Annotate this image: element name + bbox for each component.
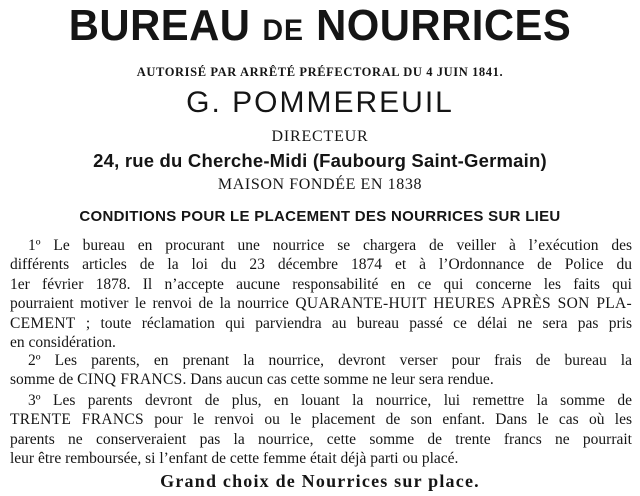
paragraph-line bbox=[10, 294, 632, 313]
line-segment: somme de bbox=[10, 371, 74, 389]
condition-paragraph-2 bbox=[10, 351, 632, 390]
emphasis-text: CINQ FRANCS bbox=[77, 371, 183, 389]
director-title: DIRECTEUR bbox=[271, 128, 369, 145]
address-line: 24, rue du Cherche-Midi (Faubourg Saint-Germain) bbox=[93, 150, 547, 171]
paragraph-line: différents articles de la loi du 23 décembre 1874 et à l’Ordonnance de Police du bbox=[10, 256, 632, 274]
paragraph-line: 3º Les parents devront de plus, en louant la nourrice, lui remettre la somme de bbox=[28, 392, 632, 409]
founded-line: MAISON FONDÉE EN 1838 bbox=[217, 176, 423, 193]
condition-paragraph-3 bbox=[10, 391, 632, 469]
paragraph-line bbox=[10, 314, 632, 333]
conditions-heading: CONDITIONS POUR LE PLACEMENT DES NOURRICES SUR LIEU bbox=[79, 208, 561, 225]
paragraph-line: en considération. bbox=[10, 333, 116, 351]
director-name: G. POMMEREUIL bbox=[186, 86, 454, 119]
line-segment: ; toute réclamation qui parviendra au bureau passé ce délai ne sera pas pris bbox=[85, 314, 633, 332]
paragraph-line: 1º Le bureau en procurant une nourrice se chargera de veiller à l’exécution des bbox=[28, 237, 632, 254]
condition-paragraph-1 bbox=[10, 236, 632, 352]
paragraph-line bbox=[10, 410, 632, 429]
paragraph-line: parents ne conserveraient pas la nourrice, cette somme de trente francs ne pourrait bbox=[10, 430, 632, 448]
emphasis-text: CEMENT bbox=[10, 314, 76, 332]
authorization-line: AUTORISÉ PAR ARRÊTÉ PRÉFECTORAL DU 4 JUIN 1841. bbox=[136, 65, 504, 79]
title-part-de: DE bbox=[262, 14, 305, 47]
paragraph-line: 1er février 1878. Il n’accepte aucune responsabilité en ce qui concerne les faits qui bbox=[10, 275, 632, 293]
line-segment: pourraient motiver le renvoi de la nourrice bbox=[10, 295, 289, 313]
line-segment: . Dans aucun cas cette somme ne leur sera rendue. bbox=[182, 371, 494, 389]
emphasis-text: TRENTE FRANCS bbox=[10, 411, 144, 429]
emphasis-text: QUARANTE-HUIT HEURES APRÈS SON PLA- bbox=[295, 295, 632, 313]
paragraph-line: 2º Les parents, en prenant la nourrice, devront verser pour frais de bureau la bbox=[28, 352, 632, 369]
title-part-nourrices: NOURRICES bbox=[316, 1, 572, 50]
paragraph-line bbox=[10, 370, 632, 389]
footer-tagline: Grand choix de Nourrices sur place. bbox=[160, 471, 480, 491]
main-title bbox=[16, 2, 624, 55]
paragraph-line: leur être remboursée, si l’enfant de cette femme était déjà parti ou placé. bbox=[10, 450, 459, 468]
title-part-bureau: BUREAU bbox=[68, 1, 251, 50]
line-segment: pour le renvoi ou le placement de son enfant. Dans le cas où les bbox=[154, 411, 633, 429]
